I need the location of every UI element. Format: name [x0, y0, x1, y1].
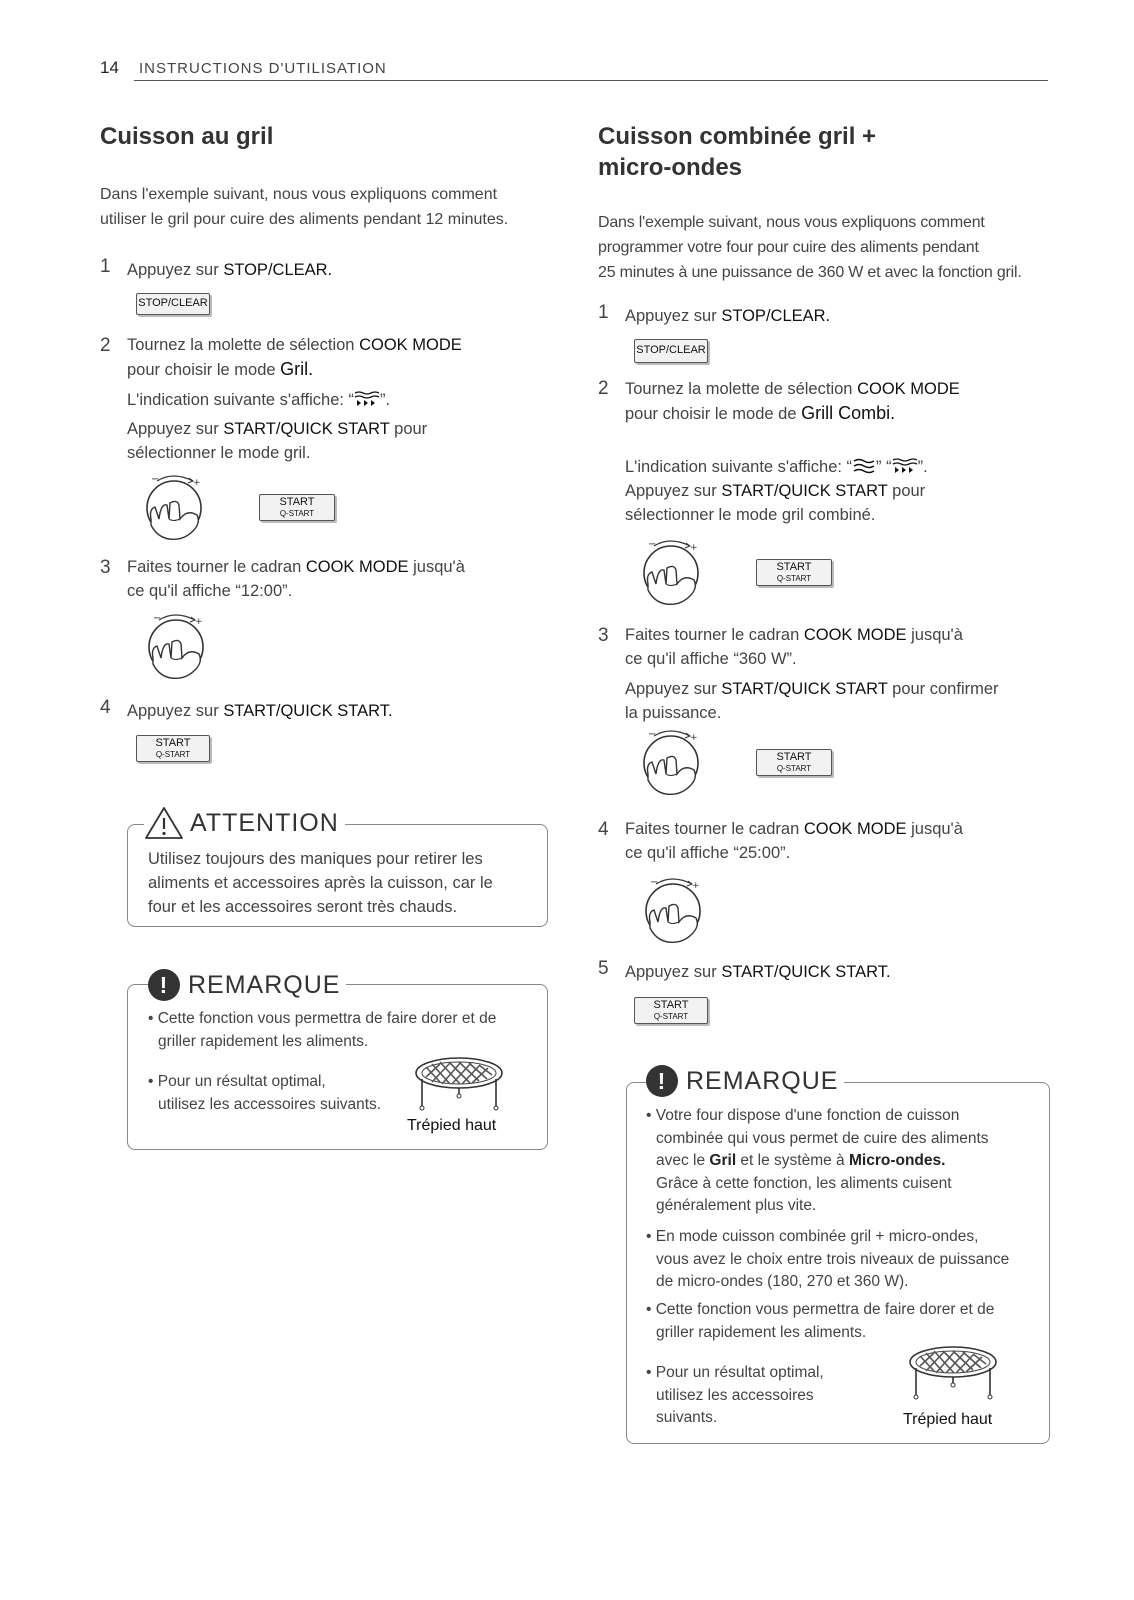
step-text: Appuyez sur START/QUICK START. [127, 702, 393, 720]
start-button: START Q-START [756, 559, 832, 586]
warning-triangle-icon [144, 806, 184, 840]
step-text: Tournez la molette de sélection COOK MODE pour choisir le mode Gril. L'indication suivante s'affiche: “ ”. Appuyez sur START/QUICK START pour sélectionner le mode gril. [127, 336, 462, 462]
step-number: 1 [100, 256, 111, 277]
stop-clear-button: STOP/CLEAR [634, 339, 708, 363]
page-number: 14 [100, 58, 119, 77]
attention-title: ATTENTION [144, 806, 345, 840]
section-intro-combi: Dans l'exemple suivant, nous vous expliquons comment programmer votre four pour cuire des aliments pendant 25 minutes à une puissance de 360 W et avec la fonction gril. [598, 214, 1022, 281]
step-text: Faites tourner le cadran COOK MODE jusqu'à ce qu'il affiche “12:00”. [127, 558, 465, 600]
section-title-grill: Cuisson au gril [100, 123, 274, 150]
step-text: Appuyez sur STOP/CLEAR. [625, 307, 831, 325]
step-text: Faites tourner le cadran COOK MODE jusqu'à ce qu'il affiche “25:00”. [625, 820, 963, 862]
step-number: 2 [100, 335, 111, 356]
remarque-bullet: • En mode cuisson combinée gril + micro-ondes, vous avez le choix entre trois niveaux de puissance de micro-ondes (180, 270 et 360 W). [646, 1228, 1010, 1290]
dial-hand-icon [640, 538, 706, 610]
step-number: 3 [100, 557, 111, 578]
dial-hand-icon [145, 612, 211, 684]
step-number: 3 [598, 625, 609, 646]
header-rule [134, 80, 1048, 81]
step-text: Appuyez sur START/QUICK START. [625, 963, 891, 981]
step-number: 4 [100, 697, 111, 718]
grill-icon [354, 391, 380, 407]
remarque-bullet: • Pour un résultat optimal, utilisez les accessoires suivants. [148, 1073, 382, 1113]
remarque-bullet: • Pour un résultat optimal, utilisez les accessoires suivants. [646, 1364, 824, 1426]
section-intro-grill: Dans l'exemple suivant, nous vous expliquons comment utiliser le gril pour cuire des aliments pendant 12 minutes. [100, 186, 509, 228]
step-text: Tournez la molette de sélection COOK MODE pour choisir le mode de Grill Combi. L'indication suivante s'affiche: “ ” “ ”. Appuyez sur START/QUICK START pour sélectionner le mode gril combiné. [625, 380, 960, 524]
remarque-bullet: • Cette fonction vous permettra de faire dorer et de griller rapidement les aliments. [148, 1010, 497, 1050]
start-button: START Q-START [634, 997, 708, 1024]
tripod-rack-icon [414, 1055, 506, 1115]
step-text: Faites tourner le cadran COOK MODE jusqu'à ce qu'il affiche “360 W”. Appuyez sur START/QUICK START pour confirmer la puissance. [625, 626, 999, 722]
step-number: 5 [598, 958, 609, 979]
step-number: 4 [598, 819, 609, 840]
remarque-bullet: • Cette fonction vous permettra de faire dorer et de griller rapidement les aliments. [646, 1301, 995, 1341]
exclamation-icon: ! [646, 1065, 678, 1097]
stop-clear-button: STOP/CLEAR [136, 293, 210, 315]
dial-hand-icon [640, 728, 706, 800]
remarque-bullet: • Votre four dispose d'une fonction de cuisson combinée qui vous permet de cuire des aliments avec le Gril et le système à Micro-ondes. Grâce à cette fonction, les aliments cuisent généralement plus vite. [646, 1107, 989, 1214]
microwave-icon [852, 458, 876, 474]
tripod-label: Trépied haut [903, 1411, 993, 1428]
page-header-title: INSTRUCTIONS D'UTILISATION [139, 60, 387, 77]
start-button: START Q-START [756, 749, 832, 776]
step-number: 1 [598, 302, 609, 323]
section-title-combi: Cuisson combinée gril + micro-ondes [598, 123, 877, 181]
dial-hand-icon [143, 473, 209, 545]
start-button: START Q-START [259, 494, 335, 521]
remarque-title: ! REMARQUE [148, 969, 346, 1001]
tripod-label: Trépied haut [407, 1117, 497, 1134]
dial-hand-icon [642, 876, 708, 948]
exclamation-icon: ! [148, 969, 180, 1001]
tripod-rack-icon [908, 1344, 1000, 1404]
step-number: 2 [598, 378, 609, 399]
grill-icon [892, 458, 918, 474]
remarque-title: ! REMARQUE [646, 1065, 844, 1097]
attention-text: Utilisez toujours des maniques pour retirer les aliments et accessoires après la cuisson, car le four et les accessoires seront très chauds. [148, 850, 493, 916]
start-button: START Q-START [136, 735, 210, 762]
step-text: Appuyez sur STOP/CLEAR. [127, 261, 333, 279]
